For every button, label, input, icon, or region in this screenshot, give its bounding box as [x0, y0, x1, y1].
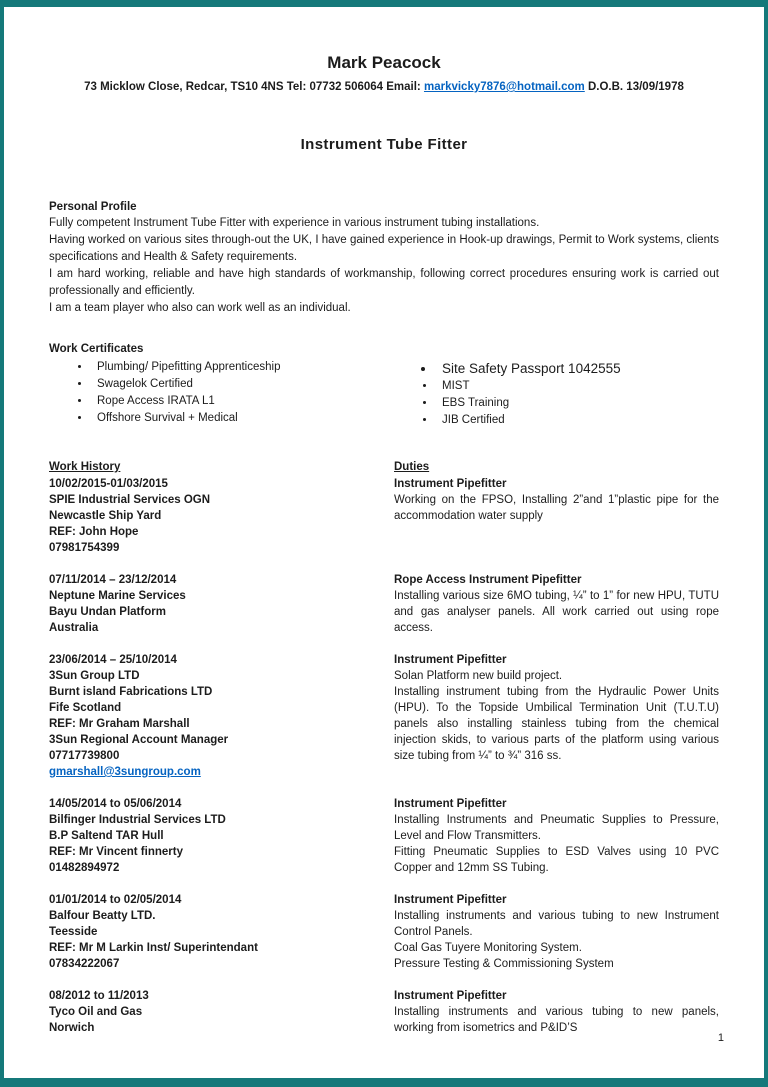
- entry-duty: Pressure Testing & Commissioning System: [394, 958, 614, 970]
- entry-location: Fife Scotland: [49, 702, 122, 714]
- work-history-section: [49, 459, 719, 1036]
- entry-duty: Installing Instruments and Pneumatic Supplies to Pressure, Level and Flow Transmitters.: [394, 814, 719, 842]
- work-entry: [49, 988, 719, 1036]
- entry-duty: Installing instruments and various tubing to new Instrument Control Panels.: [394, 910, 719, 938]
- work-entry: [49, 572, 719, 636]
- entry-role-title: Instrument Pipefitter: [394, 478, 507, 490]
- entry-reference: REF: Mr Vincent finnerty: [49, 846, 183, 858]
- email-link[interactable]: markvicky7876@hotmail.com: [423, 81, 585, 93]
- entry-dates: 23/06/2014 – 25/10/2014: [49, 654, 177, 666]
- work-certificates-heading: Work Certificates: [49, 343, 144, 355]
- entry-duty: Working on the FPSO, Installing 2”and 1”plastic pipe for the accommodation water supply: [394, 494, 719, 522]
- entry-location: Teesside: [49, 926, 98, 938]
- entry-company: Neptune Marine Services: [49, 590, 186, 602]
- entry-phone: 07981754399: [49, 542, 120, 554]
- cert-list-left: [91, 359, 394, 429]
- work-entry: [49, 796, 719, 876]
- contact-dob: D.O.B. 13/09/1978: [584, 81, 684, 93]
- entry-company: Bilfinger Industrial Services LTD: [49, 814, 226, 826]
- duties-heading: Duties: [394, 461, 430, 473]
- cert-item: • JIB Certified: [436, 412, 719, 429]
- cert-item: • EBS Training: [436, 395, 719, 412]
- entry-dates: 01/01/2014 to 02/05/2014: [49, 894, 182, 906]
- cert-item: • Rope Access IRATA L1: [91, 393, 394, 410]
- cert-item: • Swagelok Certified: [91, 376, 394, 393]
- work-entry: [49, 476, 719, 556]
- cert-item: • Site Safety Passport 1042555: [436, 359, 719, 378]
- entry-reference: REF: Mr Graham Marshall: [49, 718, 190, 730]
- entry-company: SPIE Industrial Services OGN: [49, 494, 211, 506]
- entry-reference: REF: Mr M Larkin Inst/ Superintendant: [49, 942, 258, 954]
- work-entry: [49, 892, 719, 972]
- work-certificates-section: [49, 341, 719, 429]
- entry-dates: 10/02/2015-01/03/2015: [49, 478, 168, 490]
- entry-phone: 01482894972: [49, 862, 120, 874]
- reference-email-link[interactable]: gmarshall@3sungroup.com: [49, 766, 201, 778]
- personal-profile-section: [49, 199, 719, 317]
- entry-location: Newcastle Ship Yard: [49, 510, 162, 522]
- entry-company: Tyco Oil and Gas: [49, 1006, 143, 1018]
- contact-address-phone: 73 Micklow Close, Redcar, TS10 4NS Tel: 07732 506064 Email:: [84, 81, 424, 93]
- entry-duty: Solan Platform new build project.: [394, 670, 563, 682]
- profile-paragraph: Fully competent Instrument Tube Fitter with experience in various instrument tubing installations.: [49, 217, 540, 229]
- resume-page: [4, 7, 764, 1078]
- entry-role-title: Instrument Pipefitter: [394, 990, 507, 1002]
- entry-location: B.P Saltend TAR Hull: [49, 830, 164, 842]
- entry-role-title: Instrument Pipefitter: [394, 894, 507, 906]
- entry-duty: Installing instruments and various tubing to new panels, working from isometrics and P&ID’S: [394, 1006, 719, 1034]
- entry-company: Burnt island Fabrications LTD: [49, 686, 213, 698]
- job-title: Instrument Tube Fitter: [300, 136, 468, 153]
- page-number: 1: [717, 1032, 724, 1044]
- cert-list-right: [436, 359, 719, 429]
- entry-role-title: Rope Access Instrument Pipefitter: [394, 574, 582, 586]
- entry-dates: 07/11/2014 – 23/12/2014: [49, 574, 177, 586]
- cert-item: • Offshore Survival + Medical: [91, 410, 394, 427]
- entry-duty: Installing various size 6MO tubing, ¼” to 1” for new HPU, TUTU and gas analyser panels. All work carried out using rope access.: [394, 590, 719, 634]
- entry-duty: Coal Gas Tuyere Monitoring System.: [394, 942, 582, 954]
- entry-phone: 07717739800: [49, 750, 120, 762]
- entry-location: Bayu Undan Platform: [49, 606, 166, 618]
- profile-paragraph: I am hard working, reliable and have high standards of workmanship, following correct procedures ensuring work is carried out professionally and efficiently.: [49, 268, 719, 297]
- work-history-heading: Work History: [49, 461, 121, 473]
- entry-company: Balfour Beatty LTD.: [49, 910, 156, 922]
- entry-duty: Fitting Pneumatic Supplies to ESD Valves using 10 PVC Copper and 12mm SS Tubing.: [394, 846, 719, 874]
- entry-role-title: Instrument Pipefitter: [394, 654, 507, 666]
- person-name: Mark Peacock: [327, 53, 441, 72]
- entry-reference: REF: John Hope: [49, 526, 139, 538]
- work-entry: [49, 652, 719, 780]
- profile-paragraph: I am a team player who also can work well as an individual.: [49, 302, 351, 314]
- entry-role-title: Instrument Pipefitter: [394, 798, 507, 810]
- entry-dates: 14/05/2014 to 05/06/2014: [49, 798, 182, 810]
- profile-paragraph: Having worked on various sites through-out the UK, I have gained experience in Hook-up drawings, Permit to Work systems, clients specifications and Health & Safety requirements.: [49, 234, 719, 263]
- entry-company: 3Sun Group LTD: [49, 670, 140, 682]
- entry-dates: 08/2012 to 11/2013: [49, 990, 149, 1002]
- entry-location: Australia: [49, 622, 99, 634]
- entry-duty: Installing instrument tubing from the Hydraulic Power Units (HPU). To the Topside Umbilical Termination Unit (T.U.T.U) panels also installing stainless tubing from the chemical injection skids, to various parts of the platform using various size tubing from ¼” to ¾” 316 ss.: [394, 686, 719, 762]
- entry-location: Norwich: [49, 1022, 95, 1034]
- entry-phone: 07834222067: [49, 958, 120, 970]
- cert-item: • MIST: [436, 378, 719, 395]
- cert-item: • Plumbing/ Pipefitting Apprenticeship: [91, 359, 394, 376]
- entry-reference-role: 3Sun Regional Account Manager: [49, 734, 229, 746]
- personal-profile-heading: Personal Profile: [49, 201, 137, 213]
- contact-line: [49, 79, 719, 95]
